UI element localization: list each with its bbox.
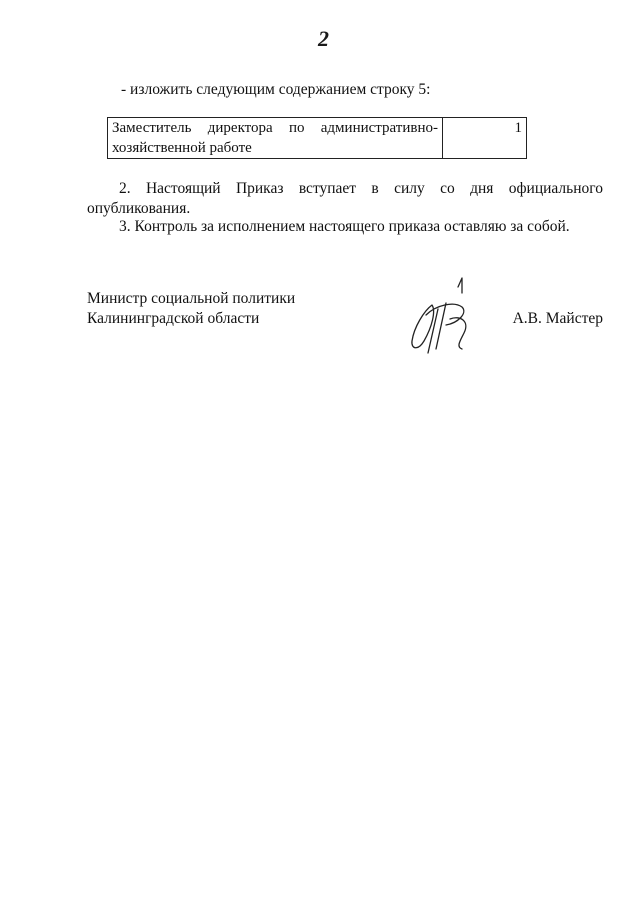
page-number: 2 [318,26,329,51]
paragraph-control: 3. Контроль за исполнением настоящего приказа оставляю за собой. [119,218,570,235]
signer-title [87,289,295,329]
paragraph-effective-date: 2. Настоящий Приказ вступает в силу со дня официального опубликования. [87,180,603,217]
table-row [108,118,527,159]
signer-name: А.В. Майстер [512,310,603,327]
signer-title-line1: Министр социальной политики [87,290,296,307]
count-cell: 1 [443,118,527,159]
signer-title-line2: Калининградской области [87,310,260,327]
amendment-table [107,117,527,159]
amendment-intro: - изложить следующим содержанием строку 5: [121,81,431,98]
position-cell: Заместитель директора по административно-хозяйственной работе [108,118,443,159]
handwritten-signature [402,275,482,360]
